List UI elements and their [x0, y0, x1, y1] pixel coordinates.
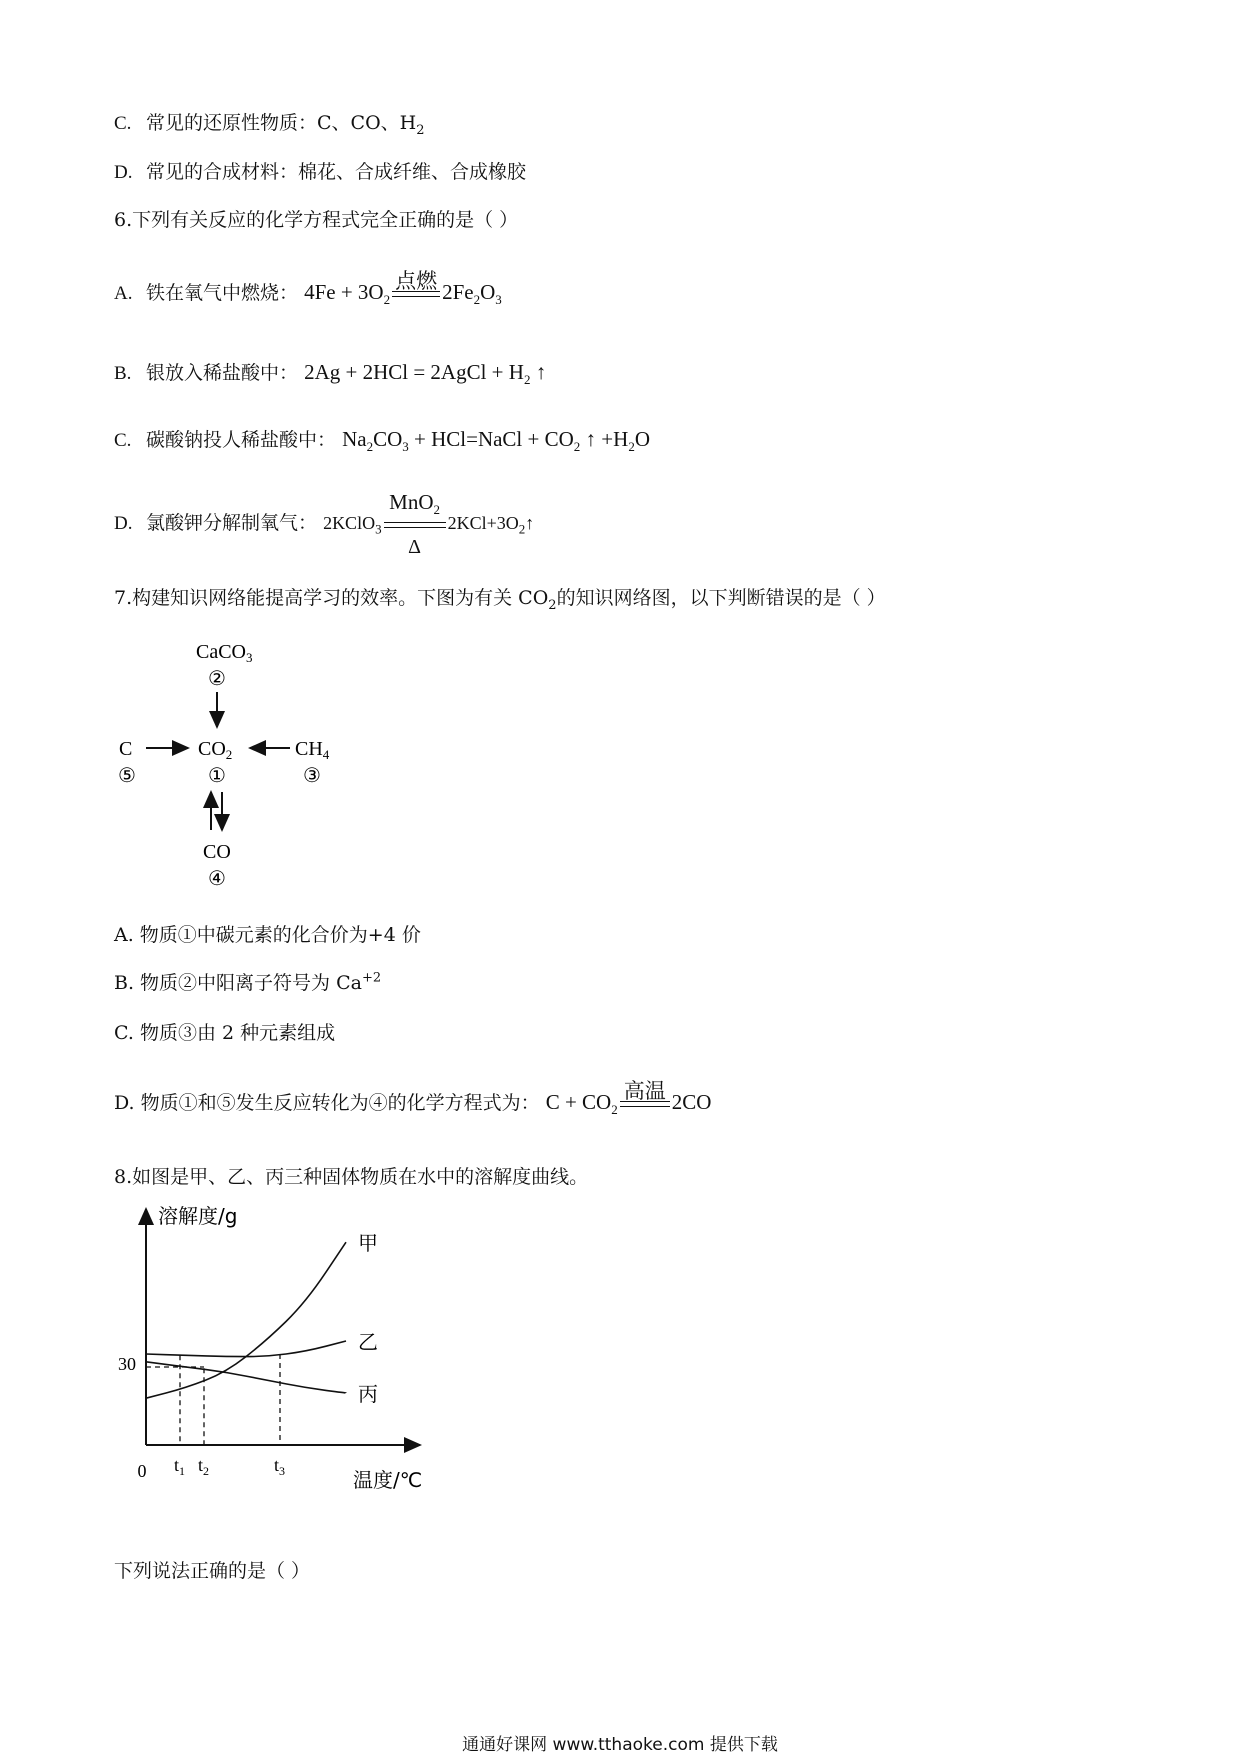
q6-option-d	[114, 489, 535, 558]
option-letter: D.	[114, 162, 133, 183]
option-text: B. 物质②中阳离子符号为 Ca	[114, 972, 362, 994]
q7-option-d	[114, 1079, 712, 1118]
q6-option-b	[114, 358, 546, 388]
x-tick-t3: $t_3$	[274, 1455, 286, 1478]
option-label: 氯酸钾分解制氧气：	[146, 512, 318, 534]
q6-option-c	[114, 425, 650, 455]
q7-stem	[114, 583, 886, 613]
number-2: ②	[208, 668, 226, 690]
superscript: +2	[361, 970, 382, 986]
option-letter: C.	[114, 430, 132, 451]
option-label: 铁在氧气中燃烧：	[146, 282, 299, 304]
c-label: C	[119, 738, 133, 760]
equation-b: 2Ag + 2HCl = 2AgCl + $H_2$ ↑	[304, 360, 547, 388]
q7-option-a: A. 物质①中碳元素的化合价为+4 价	[114, 924, 421, 946]
number-3: ③	[303, 765, 321, 787]
subscript: 2	[548, 597, 557, 613]
equation-q7d: $C + CO_2$ 高温 2CO	[546, 1090, 712, 1114]
subscript: 2	[416, 122, 425, 138]
number-5: ⑤	[118, 765, 136, 787]
equation-a: $4Fe + 3O_2$ 点燃 $2Fe_2O_3$	[304, 280, 502, 304]
co-label: CO	[203, 841, 231, 863]
option-label: 碳酸钠投人稀盐酸中：	[146, 429, 337, 451]
stem-part: 7.构建知识网络能提高学习的效率。下图为有关 CO	[114, 587, 549, 609]
co2-knowledge-network	[110, 630, 350, 900]
x-tick-t2: $t_2$	[198, 1455, 210, 1478]
q7-option-c: C. 物质③由 2 种元素组成	[114, 1022, 336, 1044]
stem-part: 的知识网络图，以下判断错误的是（ ）	[556, 587, 886, 609]
subscript: 2	[433, 502, 440, 518]
origin-label: 0	[137, 1461, 147, 1481]
equation-c: $Na_2CO_3$ + HCl=NaCl + $CO_2$ ↑ $+H_2O$	[342, 427, 650, 455]
option-letter: D.	[114, 513, 133, 534]
reaction-condition: 高温	[623, 1079, 666, 1104]
heat-symbol: Δ	[408, 535, 422, 558]
curve-甲	[146, 1242, 346, 1398]
series-label-乙: 乙	[358, 1330, 378, 1354]
number-4: ④	[208, 868, 226, 890]
footer: 通通好课网 www.tthaoke.com 提供下载	[462, 1735, 778, 1755]
co2-label: $CO_2$	[198, 738, 233, 762]
q6-option-a	[114, 269, 502, 308]
curve-乙	[146, 1341, 346, 1357]
x-axis-label: 温度/℃	[353, 1468, 423, 1492]
option-letter: A.	[114, 283, 133, 304]
y-tick-30: 30	[118, 1354, 136, 1374]
catalyst: MnO	[389, 489, 434, 514]
reaction-condition: 点燃	[395, 269, 438, 294]
series-label-丙: 丙	[358, 1382, 378, 1406]
series-label-甲: 甲	[358, 1231, 378, 1256]
solubility-chart	[108, 1195, 438, 1495]
equation-d: 2KClO$_3$ MnO$_2$ Δ $2KCl+3O_2↑$	[323, 489, 535, 558]
number-1: ①	[208, 765, 226, 787]
option-text: 常见的合成材料：棉花、合成纤维、合成橡胶	[146, 161, 527, 183]
q5-option-c	[114, 108, 425, 138]
q8-stem: 8.如图是甲、乙、丙三种固体物质在水中的溶解度曲线。	[114, 1166, 589, 1188]
ch4-label: $CH_4$	[295, 738, 330, 762]
y-axis-label: 溶解度/g	[158, 1204, 238, 1228]
option-letter: B.	[114, 363, 132, 384]
caco3-label: CaCO$_3$	[196, 641, 253, 665]
q8-followup: 下列说法正确的是（ ）	[114, 1560, 311, 1582]
option-text: D. 物质①和⑤发生反应转化为④的化学方程式为：	[114, 1092, 540, 1114]
q7-option-b	[114, 968, 381, 995]
x-tick-t1: $t_1$	[174, 1455, 186, 1478]
option-letter: C.	[114, 113, 132, 134]
q5-option-d	[114, 157, 526, 184]
option-label: 银放入稀盐酸中：	[146, 362, 299, 384]
q6-stem: 6.下列有关反应的化学方程式完全正确的是（ ）	[114, 209, 519, 231]
option-text: 常见的还原性物质：C、CO、H	[146, 112, 417, 134]
curve-丙	[146, 1362, 346, 1393]
